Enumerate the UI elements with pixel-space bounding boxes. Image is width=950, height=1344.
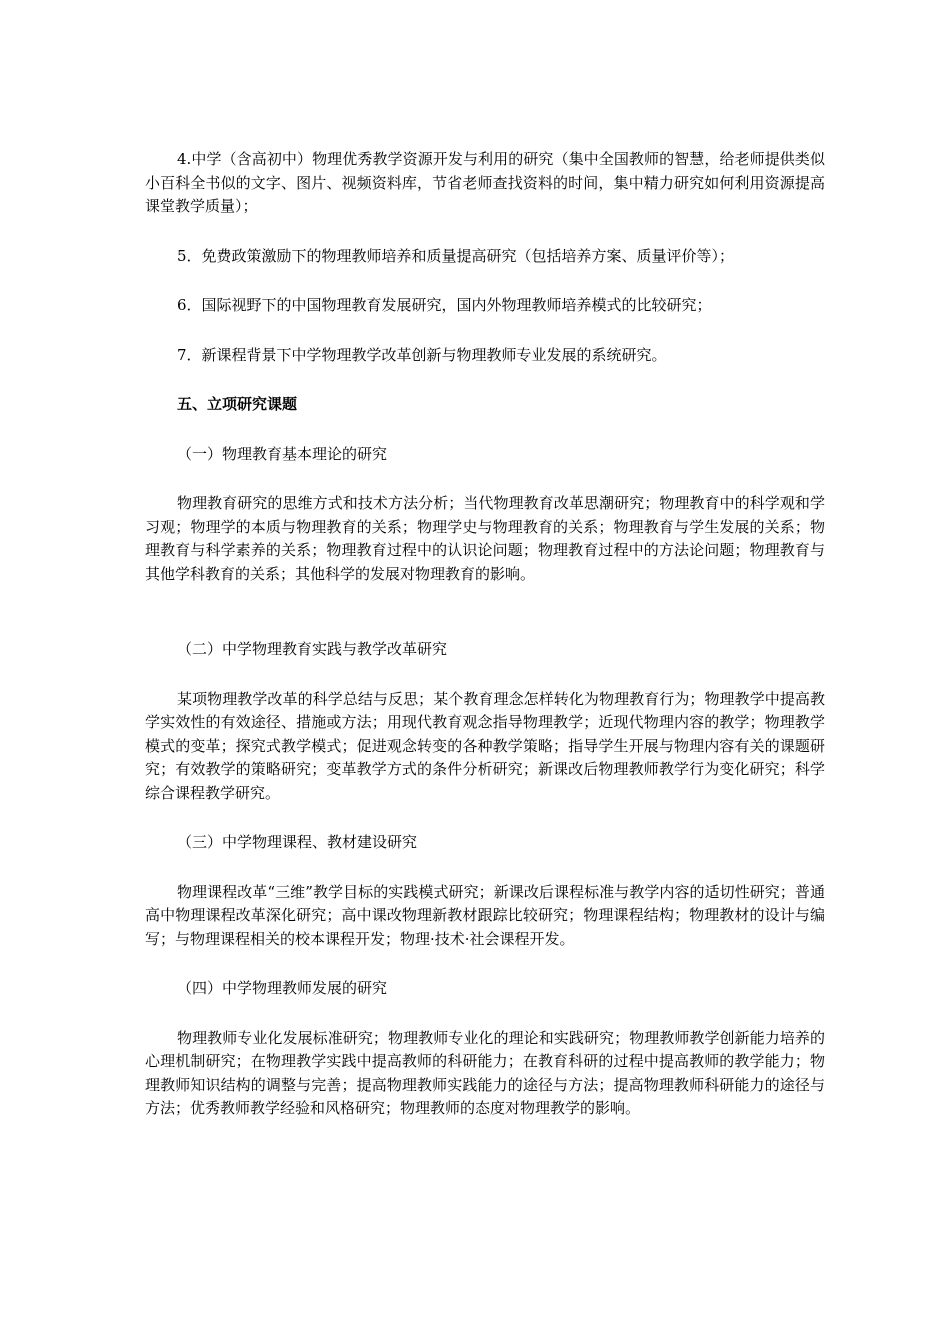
document-page (145, 148, 825, 1121)
list-item-5: 5．免费政策激励下的物理教师培养和质量提高研究（包括培养方案、质量评价等）； (177, 246, 735, 265)
list-item-6: 6．国际视野下的中国物理教育发展研究，国内外物理教师培养模式的比较研究； (177, 296, 712, 314)
subsection-body-3: 物理课程改革“三维”教学目标的实践模式研究；新课改后课程标准与教学内容的适切性研究；普通高中物理课程改革深化研究；高中课改物理新教材跟踪比较研究；物理课程结构；物理教材的设计与编写；与物理课程相关的校本课程开发；物理·技术·社会课程开发。 (145, 882, 825, 948)
list-item-4: 4.中学（含高初中）物理优秀教学资源开发与利用的研究（集中全国教师的智慧，给老师提供类似小百科全书似的文字、图片、视频资料库，节省老师查找资料的时间，集中精力研究如何利用资源提高课堂教学质量）； (145, 150, 825, 215)
subsection-title-3: （三）中学物理课程、教材建设研究 (177, 833, 418, 851)
subsection-body-4: 物理教师专业化发展标准研究；物理教师专业化的理论和实践研究；物理教师教学创新能力培养的心理机制研究；在物理教学实践中提高教师的科研能力；在教育科研的过程中提高教师的教学能力；物理教师知识结构的调整与完善；提高物理教师实践能力的途径与方法；提高物理教师科研能力的途径与方法；优秀教师教学经验和风格研究；物理教师的态度对物理教学的影响。 (145, 1028, 825, 1117)
subsection-body-1: 物理教育研究的思维方式和技术方法分析；当代物理教育改革思潮研究；物理教育中的科学观和学习观；物理学的本质与物理教育的关系；物理学史与物理教育的关系；物理教育与学生发展的关系；物理教育与科学素养的关系；物理教育过程中的认识论问题；物理教育过程中的方法论问题；物理教育与其他学科教育的关系；其他科学的发展对物理教育的影响。 (145, 494, 825, 583)
subsection-title-2: （二）中学物理教育实践与教学改革研究 (177, 640, 448, 658)
section-heading: 五、立项研究课题 (177, 395, 298, 413)
subsection-title-1: （一）物理教育基本理论的研究 (177, 444, 388, 463)
subsection-body-2: 某项物理教学改革的科学总结与反思；某个教育理念怎样转化为物理教育行为；物理教学中提高教学实效性的有效途径、措施或方法；用现代教育观念指导物理教学；近现代物理内容的教学；物理教学模式的变革；探究式教学模式；促进观念转变的各种教学策略；指导学生开展与物理内容有关的课题研究；有效教学的策略研究；变革教学方式的条件分析研究；新课改后物理教师教学行为变化研究；科学综合课程教学研究。 (145, 689, 825, 802)
subsection-title-4: （四）中学物理教师发展的研究 (177, 979, 388, 997)
list-item-7: 7．新课程背景下中学物理教学改革创新与物理教师专业发展的系统研究。 (177, 345, 667, 364)
